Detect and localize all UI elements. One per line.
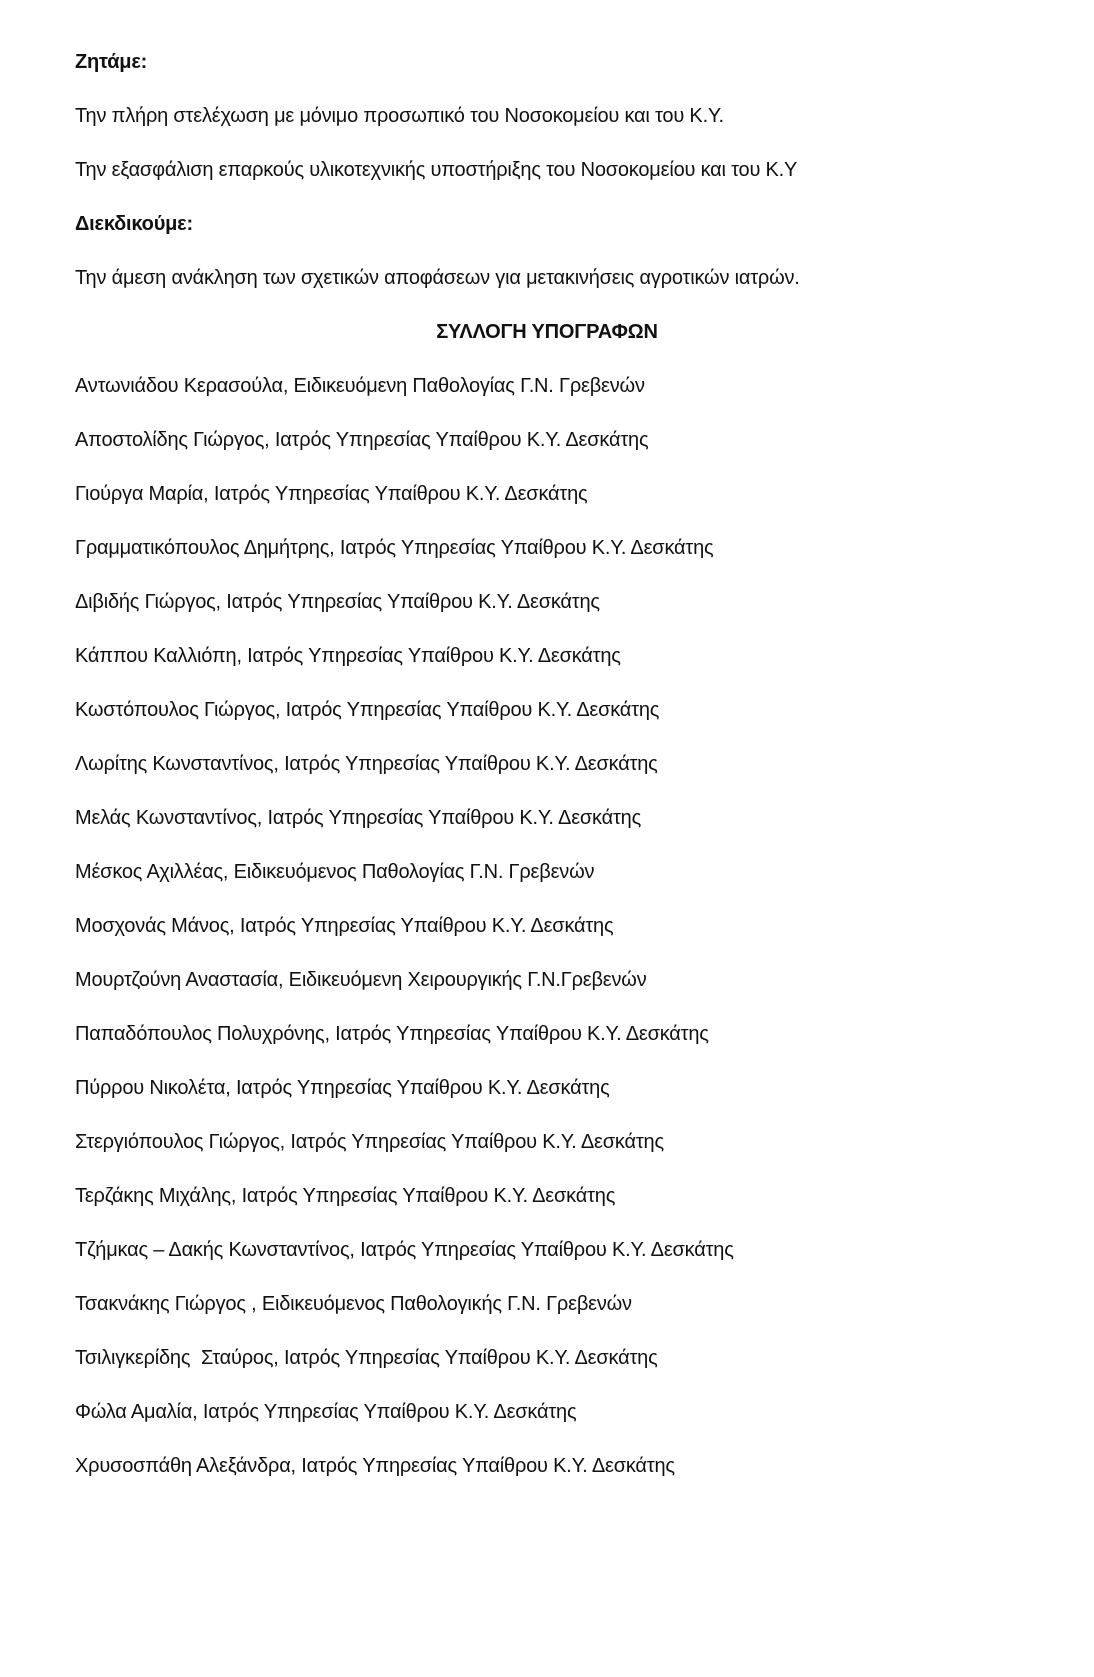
signatory-line: Τζήμκας – Δακής Κωνσταντίνος, Ιατρός Υπηρεσίας Υπαίθρου Κ.Υ. Δεσκάτης <box>75 1239 734 1261</box>
signatory-line: Αποστολίδης Γιώργος, Ιατρός Υπηρεσίας Υπαίθρου Κ.Υ. Δεσκάτης <box>75 429 649 451</box>
signatures-title: ΣΥΛΛΟΓΗ ΥΠΟΓΡΑΦΩΝ <box>436 321 658 343</box>
demand-line: Την πλήρη στελέχωση με μόνιμο προσωπικό του Νοσοκομείου και του Κ.Υ. <box>75 105 724 127</box>
signatory-line: Τερζάκης Μιχάλης, Ιατρός Υπηρεσίας Υπαίθρου Κ.Υ. Δεσκάτης <box>75 1185 616 1207</box>
signatory-line: Παπαδόπουλος Πολυχρόνης, Ιατρός Υπηρεσίας Υπαίθρου Κ.Υ. Δεσκάτης <box>75 1023 709 1045</box>
signatory-line: Τσιλιγκερίδης Σταύρος, Ιατρός Υπηρεσίας Υπαίθρου Κ.Υ. Δεσκάτης <box>75 1347 658 1369</box>
signatory-line: Διβιδής Γιώργος, Ιατρός Υπηρεσίας Υπαίθρου Κ.Υ. Δεσκάτης <box>75 591 600 613</box>
claim-line: Την άμεση ανάκληση των σχετικών αποφάσεων για μετακινήσεις αγροτικών ιατρών. <box>75 267 800 289</box>
signatory-line: Κωστόπουλος Γιώργος, Ιατρός Υπηρεσίας Υπαίθρου Κ.Υ. Δεσκάτης <box>75 699 660 721</box>
signatory-line: Αντωνιάδου Κερασούλα, Ειδικευόμενη Παθολογίας Γ.Ν. Γρεβενών <box>75 375 645 397</box>
signatory-line: Φώλα Αμαλία, Ιατρός Υπηρεσίας Υπαίθρου Κ.Υ. Δεσκάτης <box>75 1401 577 1423</box>
signatory-line: Κάππου Καλλιόπη, Ιατρός Υπηρεσίας Υπαίθρου Κ.Υ. Δεσκάτης <box>75 645 621 667</box>
signatory-line: Τσακνάκης Γιώργος , Ειδικευόμενος Παθολογικής Γ.Ν. Γρεβενών <box>75 1293 632 1315</box>
signatory-line: Μουρτζούνη Αναστασία, Ειδικευόμενη Χειρουργικής Γ.Ν.Γρεβενών <box>75 969 647 991</box>
signatory-line: Στεργιόπουλος Γιώργος, Ιατρός Υπηρεσίας Υπαίθρου Κ.Υ. Δεσκάτης <box>75 1131 664 1153</box>
signatory-line: Χρυσοσπάθη Αλεξάνδρα, Ιατρός Υπηρεσίας Υπαίθρου Κ.Υ. Δεσκάτης <box>75 1455 675 1477</box>
signatory-line: Γιούργα Μαρία, Ιατρός Υπηρεσίας Υπαίθρου Κ.Υ. Δεσκάτης <box>75 483 588 505</box>
signatory-line: Μελάς Κωνσταντίνος, Ιατρός Υπηρεσίας Υπαίθρου Κ.Υ. Δεσκάτης <box>75 807 642 829</box>
demands-heading: Ζητάμε: <box>75 51 148 73</box>
signatory-line: Πύρρου Νικολέτα, Ιατρός Υπηρεσίας Υπαίθρου Κ.Υ. Δεσκάτης <box>75 1077 610 1099</box>
claims-heading: Διεκδικούμε: <box>75 213 193 235</box>
signatory-line: Γραμματικόπουλος Δημήτρης, Ιατρός Υπηρεσίας Υπαίθρου Κ.Υ. Δεσκάτης <box>75 537 714 559</box>
signatory-line: Μέσκος Αχιλλέας, Ειδικευόμενος Παθολογίας Γ.Ν. Γρεβενών <box>75 861 595 883</box>
signatory-line: Μοσχονάς Μάνος, Ιατρός Υπηρεσίας Υπαίθρου Κ.Υ. Δεσκάτης <box>75 915 614 937</box>
demand-line: Την εξασφάλιση επαρκούς υλικοτεχνικής υποστήριξης του Νοσοκομείου και του Κ.Υ <box>75 159 798 181</box>
signatory-line: Λωρίτης Κωνσταντίνος, Ιατρός Υπηρεσίας Υπαίθρου Κ.Υ. Δεσκάτης <box>75 753 658 775</box>
